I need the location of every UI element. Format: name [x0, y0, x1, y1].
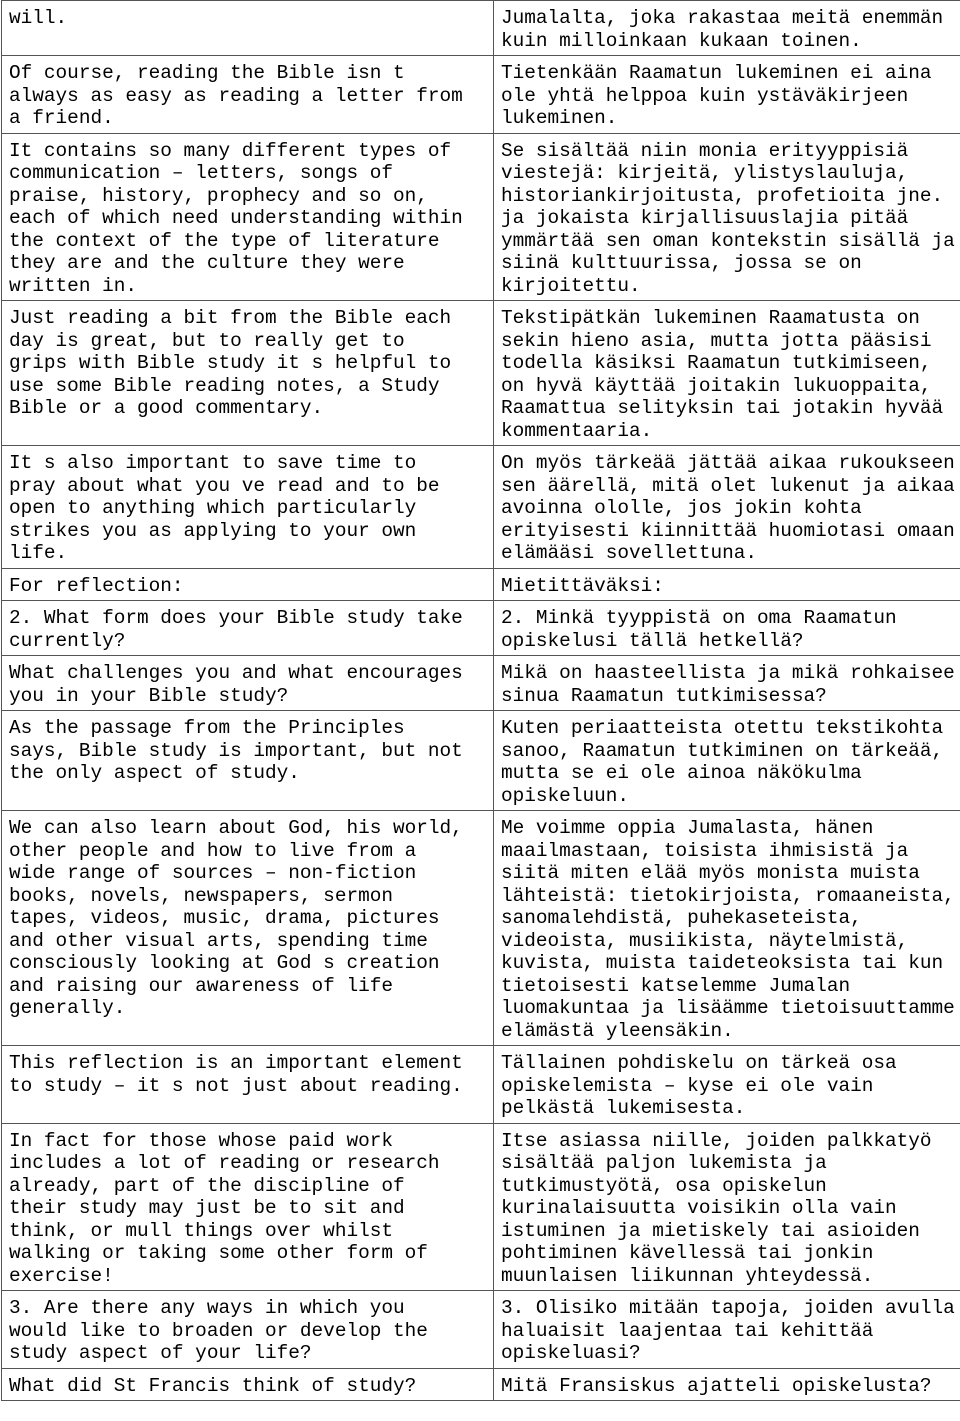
- english-cell: For reflection:: [2, 568, 494, 601]
- table-row: [2, 601, 960, 656]
- table-row: [2, 133, 960, 301]
- finnish-cell: Jumalalta, joka rakastaa meitä enemmän kuin milloinkaan kukaan toinen.: [494, 1, 960, 56]
- table-row: [2, 446, 960, 569]
- finnish-cell: Tekstipätkän lukeminen Raamatusta on sekin hieno asia, mutta jotta pääsisi todella käsiksi Raamatun tutkimiseen, on hyvä käyttää joitakin lukuoppaita, Raamattua selityksin tai jotakin hyvää kommentaaria.: [494, 301, 960, 446]
- table-row: [2, 1368, 960, 1401]
- finnish-cell: Tällainen pohdiskelu on tärkeä osa opiskelemista – kyse ei ole vain pelkästä lukemisesta.: [494, 1046, 960, 1124]
- table-row: [2, 811, 960, 1046]
- finnish-cell: 2. Minkä tyyppistä on oma Raamatun opiskelusi tällä hetkellä?: [494, 601, 960, 656]
- english-cell: What did St Francis think of study?: [2, 1368, 494, 1401]
- finnish-cell: Itse asiassa niille, joiden palkkatyö sisältää paljon lukemista ja tutkimustyötä, osa opiskelun kurinalaisuutta voisikin olla vain istuminen ja mietiskely tai asioiden pohtiminen kävellessä tai jonkin muunlaisen liikunnan yhteydessä.: [494, 1123, 960, 1291]
- table-row: [2, 56, 960, 134]
- bilingual-text-table: [1, 0, 960, 1401]
- english-cell: It contains so many different types of communication – letters, songs of praise, history, prophecy and so on, each of which need understanding within the context of the type of literature they are and the culture they were written in.: [2, 133, 494, 301]
- table-row: [2, 1123, 960, 1291]
- english-cell: Just reading a bit from the Bible each day is great, but to really get to grips with Bible study it s helpful to use some Bible reading notes, a Study Bible or a good commentary.: [2, 301, 494, 446]
- finnish-cell: Mietittäväksi:: [494, 568, 960, 601]
- english-cell: In fact for those whose paid work includes a lot of reading or research already, part of the discipline of their study may just be to sit and think, or mull things over whilst walking or taking some other form of exercise!: [2, 1123, 494, 1291]
- english-cell: Of course, reading the Bible isn t always as easy as reading a letter from a friend.: [2, 56, 494, 134]
- finnish-cell: Se sisältää niin monia erityyppisiä viestejä: kirjeitä, ylistyslauluja, historiankirjoitusta, profetioita jne. ja jokaista kirjallisuuslajia pitää ymmärtää sen oman kontekstin sisällä ja siinä kulttuurissa, jossa se on kirjoitettu.: [494, 133, 960, 301]
- table-row: [2, 1, 960, 56]
- english-cell: 3. Are there any ways in which you would like to broaden or develop the study aspect of your life?: [2, 1291, 494, 1369]
- table-row: [2, 1291, 960, 1369]
- table-row: [2, 301, 960, 446]
- english-cell: It s also important to save time to pray about what you ve read and to be open to anything which particularly strikes you as applying to your own life.: [2, 446, 494, 569]
- finnish-cell: Me voimme oppia Jumalasta, hänen maailmastaan, toisista ihmisistä ja siitä miten elää myös monista muista lähteistä: tietokirjoista, romaaneista, sanomalehdistä, puhekaseteista, videoista, musiikista, näytelmistä, kuvista, muista taideteoksista tai kun tietoisesti katselemme Jumalan luomakuntaa ja lisäämme tietoisuuttamme elämästä yleensäkin.: [494, 811, 960, 1046]
- finnish-cell: Kuten periaatteista otettu tekstikohta sanoo, Raamatun tutkiminen on tärkeää, mutta se ei ole ainoa näkökulma opiskeluun.: [494, 711, 960, 811]
- finnish-cell: Mikä on haasteellista ja mikä rohkaisee sinua Raamatun tutkimisessa?: [494, 656, 960, 711]
- english-cell: will.: [2, 1, 494, 56]
- table-row: [2, 1046, 960, 1124]
- table-row: [2, 711, 960, 811]
- table-row: [2, 568, 960, 601]
- finnish-cell: On myös tärkeää jättää aikaa rukoukseen sen äärellä, mitä olet lukenut ja aikaa avoinna ololle, jos jokin kohta erityisesti kiinnittää huomiotasi omaan elämääsi sovellettuna.: [494, 446, 960, 569]
- finnish-cell: Tietenkään Raamatun lukeminen ei aina ole yhtä helppoa kuin ystäväkirjeen lukeminen.: [494, 56, 960, 134]
- english-cell: What challenges you and what encourages you in your Bible study?: [2, 656, 494, 711]
- english-cell: 2. What form does your Bible study take currently?: [2, 601, 494, 656]
- english-cell: As the passage from the Principles says, Bible study is important, but not the only aspect of study.: [2, 711, 494, 811]
- finnish-cell: 3. Olisiko mitään tapoja, joiden avulla haluaisit laajentaa tai kehittää opiskeluasi?: [494, 1291, 960, 1369]
- english-cell: We can also learn about God, his world, other people and how to live from a wide range of sources – non-fiction books, novels, newspapers, sermon tapes, videos, music, drama, pictures and other visual arts, spending time consciously looking at God s creation and raising our awareness of life generally.: [2, 811, 494, 1046]
- table-row: [2, 656, 960, 711]
- english-cell: This reflection is an important element to study – it s not just about reading.: [2, 1046, 494, 1124]
- finnish-cell: Mitä Fransiskus ajatteli opiskelusta?: [494, 1368, 960, 1401]
